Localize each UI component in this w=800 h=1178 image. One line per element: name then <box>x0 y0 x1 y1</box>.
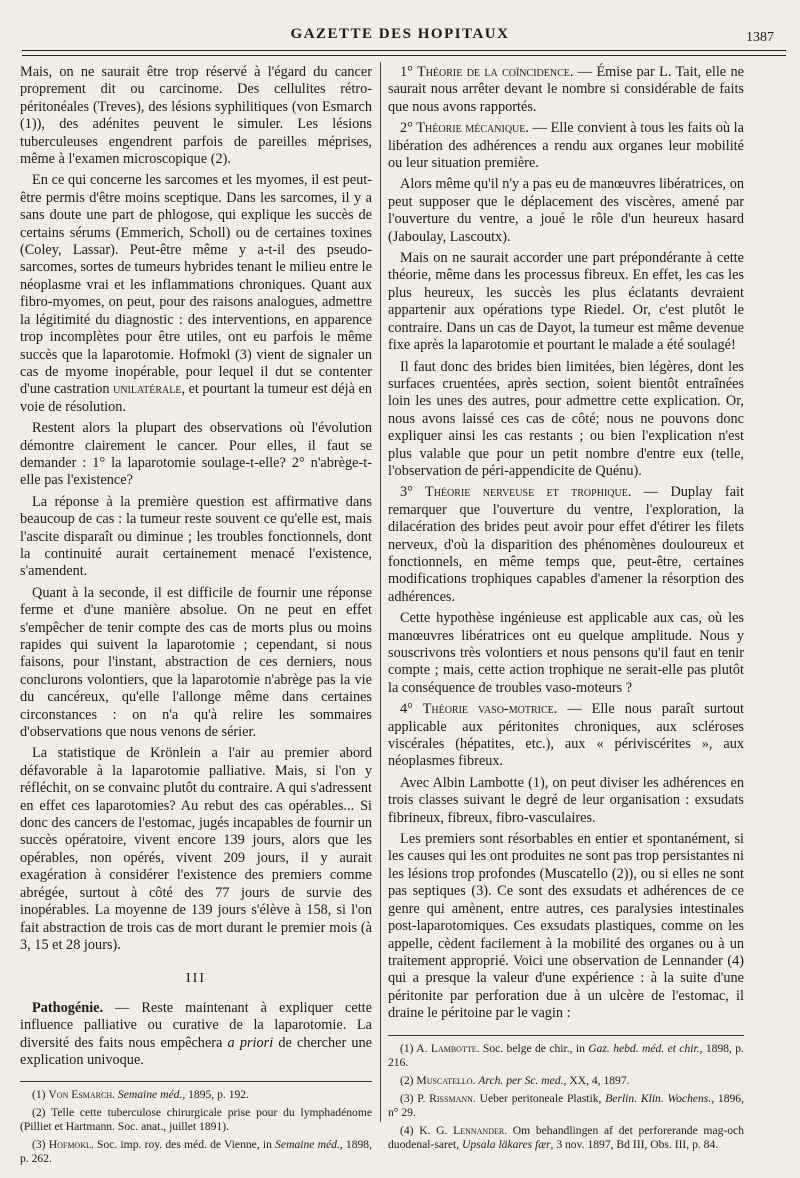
right-paragraph-7: Cette hypothèse ingénieuse est applicable aux cas, où les manœuvres libératrices ont eu quelque amplitude. Nous y souscrivons très volontiers et nous pensons qu'il faut en tenir compte ; mais, cette action trophique ne serait-elle pas plutôt la conséquence de troubles vaso-moteurs ? <box>388 610 744 696</box>
right-paragraph-10: Les premiers sont résorbables en entier et spontanément, si les causes qui les ont produites ne sont pas trop persistantes ni les lésions trop profondes (Muscatello (2)), ou si elles ne sont pas septiques (3). Ce sont des exsudats et adhérences de ce genre qui amènent, entre autres, ces paralysies intestinales post-laparotomiques. Ces exsudats plastiques, comme on les appelle, cèdent facilement à la mobilité des organes ou à un traitement approprié. Voici une observation de Lennander (4) qui a presque la valeur d'une expérience : à la suite d'une péritonite par perforation due à un ulcère de l'estomac, il draine le péritoine par le vagin : <box>388 831 744 1022</box>
pathogenie-heading: Pathogénie. <box>32 999 104 1016</box>
page-header <box>20 22 780 52</box>
right-paragraph-4: Mais on ne saurait accorder une part prépondérante à cette théorie, même dans les processus fibreux. En effet, les cas les plus heureux, les succès les plus éclatants devraient appartenir aux opérations type Riedel. Or, c'est plutôt le contraire. Dans un cas de Dayot, la tumeur est même devenue fixe après la laparotomie et pourtant le malade a été soulagé! <box>388 250 744 354</box>
left-paragraph-6: La statistique de Krönlein a l'air au premier abord défavorable à la laparotomie palliative. Mais, si l'on y réfléchit, on se convainc plutôt du contraire. A qui s'adressent en effet ces laparotomies? Au rebut des cas opérables... Si donc des cancers de l'estomac, jugés incapables de fournir un succès opératoire, vivent encore 139 jours, alors que les opérables, non opérés, vivent 209 jours, il y aurait exagération à considérer l'existence des premiers comme abrégée, surtout à côté des 77 jours de survie des inopérables. La moyenne de 139 jours s'élève à 158, si l'on fait abstraction de trois cas de mort durant le premier mois (à 3, 15 et 28 jours). <box>20 745 372 953</box>
page-number: 1387 <box>746 30 774 45</box>
left-paragraph-4: La réponse à la première question est affirmative dans beaucoup de cas : la tumeur reste souvent ce qu'elle est, mais l'ascite disparaît ou diminue ; les troubles fonctionnels, dont la continuité aurait certainement menacé l'existence, s'amendent. <box>20 493 372 580</box>
right-paragraph-8: 4° Théorie vaso-motrice. — Elle nous paraît surtout applicable aux péritonites chroniques, aux scléroses viscérales (hépatites, etc.), aux « périviscérites », aux néoplasmes fibreux. <box>388 701 744 770</box>
theory-heading-3: 3° Théorie nerveuse et trophique. <box>400 484 632 501</box>
left-paragraph-1: Mais, on ne saurait être trop réservé à l'égard du cancer proprement dit ou carcinome. Des cellulites rétro-péritonéales (Treves), des lésions syphilitiques (von Esmarch (1)), des adénites peuvent le simuler. Les lésions tuberculeuses engendrent parfois de pareilles méprises, même à l'examen microscopique (2). <box>20 64 372 168</box>
right-paragraph-9: Avec Albin Lambotte (1), on peut diviser les adhérences en trois classes suivant le degré de leur organisation : exsudats fibrineux, fibreux, fibro-vasculaires. <box>388 774 744 826</box>
left-column <box>20 64 372 1170</box>
header-rule-thick <box>22 50 786 51</box>
footnote-rule-right <box>388 1035 744 1036</box>
footnote-left-1: (1) Von Esmarch. Semaine méd., 1895, p. 192. <box>32 1088 249 1102</box>
footnote-left-3: (3) Hofmokl. Soc. imp. roy. des méd. de Vienne, in Semaine méd., 1898, p. 262. <box>20 1138 372 1166</box>
footnote-left-2: (2) Telle cette tuberculose chirurgicale prise pour du lymphadénome (Pilliet et Hartmann. Soc. anat., juillet 1891). <box>20 1106 372 1134</box>
left-paragraph-2: En ce qui concerne les sarcomes et les myomes, il est peut-être permis d'être moins sceptique. Dans les sarcomes, il y a sans doute une part de phlogose, qui explique les succès de certains sérums (Emmerich, Scholl) ou de certaines toxines (Coley, Lassar). Peut-être même y a-t-il des pseudo-sarcomes, sortes de tumeurs hybrides tenant le milieu entre le néoplasme vrai et les inflammations chroniques. Quant aux fibro-myomes, on peut, pour des raisons analogues, admettre la légitimité du diagnostic : des interventions, en apparence trop incomplètes pour être utiles, ont eu parfois le même succès que la laparotomie. Hofmokl (3) vient de signaler un cas de myome inopérable, pour lequel il dut se contenter d'une castration unilatérale, et pourtant la tumeur est déjà en voie de résolution. <box>20 172 372 415</box>
footnote-right-3: (3) P. Rissmann. Ueber peritoneale Plastik, Berlin. Klin. Wochens., 1896, n° 29. <box>388 1091 744 1119</box>
footnote-rule-left <box>20 1081 372 1082</box>
header-rule-thin <box>22 55 786 56</box>
footnote-right-2: (2) Muscatello. Arch. per Sc. med., XX, 4, 1897. <box>400 1073 630 1087</box>
right-paragraph-5: Il faut donc des brides bien limitées, bien légères, dont les surfaces cruentées, après section, soient bientôt entraînées loin les unes des autres, pour admettre cette explication. Or, nous avons laissé ces cas de côté; nous ne pouvons donc expliquer ainsi les cas restants ; ou bien l'explication n'est plus valable que pour un petit nombre d'entre eux (telle, l'observation de péri-appendicite de Quénu). <box>388 358 744 479</box>
right-paragraph-6: 3° Théorie nerveuse et trophique. — Duplay fait remarquer que l'ouverture du ventre, l'exploration, la dilacération des brides peut avoir pour effet d'étirer les filets nerveux, d'où la disparition des phénomènes douloureux et fonctionnels, en même temps que, peut-être, certaines modifications trophiques capables d'amener la résorption des adhérences. <box>388 484 744 605</box>
right-paragraph-2: 2° Théorie mécanique. — Elle convient à tous les faits où la libération des adhérences a rendu aux organes leur mobilité ou leur situation première. <box>388 120 744 172</box>
footnote-right-1: (1) A. Lambotte. Soc. belge de chir., in Gaz. hebd. méd. et chir., 1898, p. 216. <box>388 1041 744 1069</box>
footnote-right-4: (4) K. G. Lennander. Om behandlingen af det perforerande mag-och duodenal-saret, Upsala läkares fær, 3 nov. 1897, Bd III, Obs. III, p. 84. <box>388 1123 744 1151</box>
column-divider <box>380 62 381 1122</box>
right-paragraph-3: Alors même qu'il n'y a pas eu de manœuvres libératrices, on peut supposer que le déplacement des viscères, amené par l'ouverture du ventre, a joué le rôle d'un heureux hasard (Jaboulay, Lascoutx). <box>388 176 744 245</box>
right-paragraph-1: 1° Théorie de la coïncidence. — Émise par L. Tait, elle ne saurait nous arrêter devant le nombre si considérable de faits que nous avons rapportés. <box>388 64 744 115</box>
left-paragraph-5: Quant à la seconde, il est difficile de fournir une réponse ferme et d'une manière absolue. On ne peut en effet s'empêcher de tenir compte des cas de morts plus ou moins rapides qui suivent la laparotomie ; cependant, si nous faisons, pour l'instant, abstraction de ces derniers, nous conclurons volontiers, que la laparotomie n'abrège pas la vie du cancéreux, qu'elle l'allonge même dans certaines circonstances : on n'a qu'à relire les sommaires d'observations que nous venons de sérier. <box>20 584 372 741</box>
journal-title: GAZETTE DES HOPITAUX <box>290 26 510 42</box>
left-paragraph-3: Restent alors la plupart des observations où l'évolution démontre clairement le cancer. Pour elles, il faut se demander : 1° la laparotomie soulage-t-elle? 2° n'abrège-t-elle pas l'existence? <box>20 420 372 489</box>
right-column <box>388 64 744 1156</box>
theory-heading-2: 2° Théorie mécanique. <box>400 120 529 137</box>
theory-heading-1: 1° Théorie de la coïncidence. <box>400 64 574 80</box>
section-heading: III <box>186 971 206 987</box>
theory-heading-4: 4° Théorie vaso-motrice. <box>400 701 558 718</box>
left-paragraph-7: Pathogénie. — Reste maintenant à expliquer cette influence palliative ou curative de la laparotomie. La diversité des faits nous empêchera a priori de chercher une explication univoque. <box>20 999 372 1068</box>
